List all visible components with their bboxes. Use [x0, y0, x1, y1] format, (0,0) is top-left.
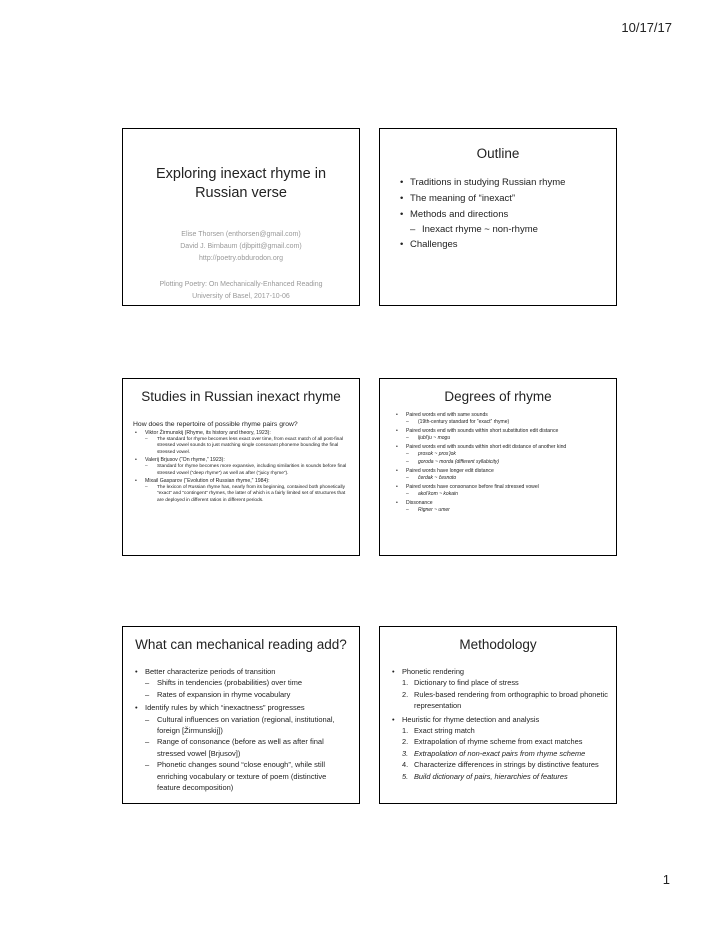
list-item: • The meaning of “inexact” — [398, 191, 606, 207]
rhyme-example: – prosok ~ pros’jok — [394, 451, 608, 458]
numbered-item: 1. Exact string match — [402, 726, 475, 736]
rhyme-example: – ljubl’ju ~ mogu — [394, 435, 608, 442]
list-item: • Heuristic for rhyme detection and analysis — [390, 714, 608, 725]
slide-title: Outline — [476, 146, 520, 161]
list-subitem: – Range of consonance (before as well as after final stressed vowel [Brjusov]) — [133, 736, 351, 759]
slide-studies — [122, 378, 360, 556]
numbered-item-text: Rules-based rendering from orthographic to broad phonetic representation — [414, 689, 608, 711]
mechanical-list — [133, 666, 351, 793]
list-subitem: – Standard for rhyme becomes more expansive, including similarities in sounds before final stressed vowel (“deep rhyme”) as well as after (“juicy rhyme”). — [133, 464, 351, 477]
list-subitem: – Phonetic changes sound “close enough”, while still enriching vocabulary or texture of poem (distinctive feature decomposition) — [133, 759, 351, 793]
methodology-list — [390, 666, 608, 782]
slide-question: How does the repertoire of possible rhyme pairs grow? — [133, 421, 298, 428]
list-subitem: – Rates of expansion in rhyme vocabulary — [133, 689, 351, 700]
numbered-item-text: Dictionary to find place of stress — [414, 678, 519, 688]
rhyme-example: – goroda ~ morda (different syllabicity) — [394, 459, 608, 466]
presentation-title: Exploring inexact rhyme in Russian verse — [155, 166, 327, 201]
numbered-item: 2. Extrapolation of rhyme scheme from exact matches — [402, 737, 583, 747]
list-item: • Paired words have longer edit distance — [394, 468, 608, 475]
numbered-item: 5. Build dictionary of pairs, hierarchies of features — [402, 771, 568, 781]
page-date: 10/17/17 — [621, 20, 672, 35]
slide-title-page — [122, 128, 360, 306]
slide-title: Degrees of rhyme — [444, 389, 552, 404]
studies-list — [133, 430, 351, 504]
list-item: • Methods and directions — [398, 207, 606, 223]
slide-methodology — [379, 626, 617, 804]
author-line: David J. Birnbaum (djbpitt@gmail.com) — [180, 243, 302, 250]
list-item: • Phonetic rendering — [390, 666, 608, 677]
slide-mechanical-reading — [122, 626, 360, 804]
list-item: • Paired words end with sounds within short substitution edit distance — [394, 428, 608, 435]
project-url: http://poetry.obdurodon.org — [199, 255, 283, 262]
list-item: • Better characterize periods of transition — [133, 666, 351, 677]
numbered-item: 1. Dictionary to find place of stress — [402, 678, 519, 688]
list-subitem: – Cultural influences on variation (regional, institutional, foreign [Žirmunskij]) — [133, 714, 351, 737]
numbered-item-text: Extrapolation of rhyme scheme from exact matches — [414, 737, 583, 747]
degrees-list — [394, 412, 608, 514]
numbered-item: 3. Extrapolation of non-exact pairs from rhyme scheme — [402, 748, 586, 758]
list-subitem: – The standard for rhyme becomes less exact over time, from exact match of all post-final stressed vowel sounds to just matching single consonant phoneme bounding the final stressed vowel. — [133, 437, 351, 456]
list-item: • Challenges — [398, 237, 606, 253]
list-item: • Identify rules by which “inexactness” progresses — [133, 702, 351, 713]
list-subitem: – Inexact rhyme ~ non-rhyme — [398, 223, 606, 237]
list-item: • Paired words have consonance before final stressed vowel — [394, 484, 608, 491]
list-item: • Dissonance — [394, 500, 608, 507]
list-subitem: – The lexicon of Russian rhyme has, nearly from its beginning, contained both phonetically “exact” and “contingent” rhymes, the latter of which is a fairly limited set of structures that are deployed in different ratios in different periods. — [133, 485, 351, 504]
rhyme-example: – akol’kom ~ kokain — [394, 491, 608, 498]
slide-outline — [379, 128, 617, 306]
rhyme-example: – Rigner ~ umer — [394, 507, 608, 514]
numbered-item: 4. Characterize differences in strings by distinctive features — [402, 760, 599, 770]
numbered-item-text: Exact string match — [414, 726, 475, 736]
list-item: • Paired words end with same sounds — [394, 412, 608, 419]
slide-degrees — [379, 378, 617, 556]
conference-venue: University of Basel, 2017-10-06 — [192, 293, 290, 300]
list-item: • Traditions in studying Russian rhyme — [398, 175, 606, 191]
numbered-item-text: Build dictionary of pairs, hierarchies of features — [414, 771, 568, 781]
numbered-item-text: Characterize differences in strings by distinctive features — [414, 760, 599, 770]
list-subitem: – (19th-century standard for “exact” rhyme) — [394, 419, 608, 426]
slide-title: What can mechanical reading add? — [135, 637, 347, 652]
list-item: • Valerij Brjusov (“On rhyme,” 1923): — [133, 457, 351, 464]
page-number: 1 — [662, 872, 670, 887]
outline-list — [398, 175, 606, 253]
list-subitem: – Shifts in tendencies (probabilities) over time — [133, 677, 351, 688]
list-item: • Viktor Žirmunskij (Rhyme, its history and theory, 1923): — [133, 430, 351, 437]
list-item: • Mixail Gasparov (“Evolution of Russian rhyme,” 1984): — [133, 478, 351, 485]
rhyme-example: – čerdak ~ česnoto — [394, 475, 608, 482]
slide-title: Studies in Russian inexact rhyme — [141, 389, 341, 404]
list-item: • Paired words end with sounds within short edit distance of another kind — [394, 444, 608, 451]
conference-name: Plotting Poetry: On Mechanically-Enhanced Reading — [159, 281, 323, 288]
authors-block — [123, 229, 359, 265]
numbered-item-text: Extrapolation of non-exact pairs from rhyme scheme — [414, 748, 586, 758]
slide-title: Methodology — [459, 637, 537, 652]
numbered-item: 2. Rules-based rendering from orthographic to broad phonetic representation — [402, 689, 608, 711]
conference-block — [123, 279, 359, 303]
author-line: Elise Thorsen (enthorsen@gmail.com) — [181, 231, 301, 238]
